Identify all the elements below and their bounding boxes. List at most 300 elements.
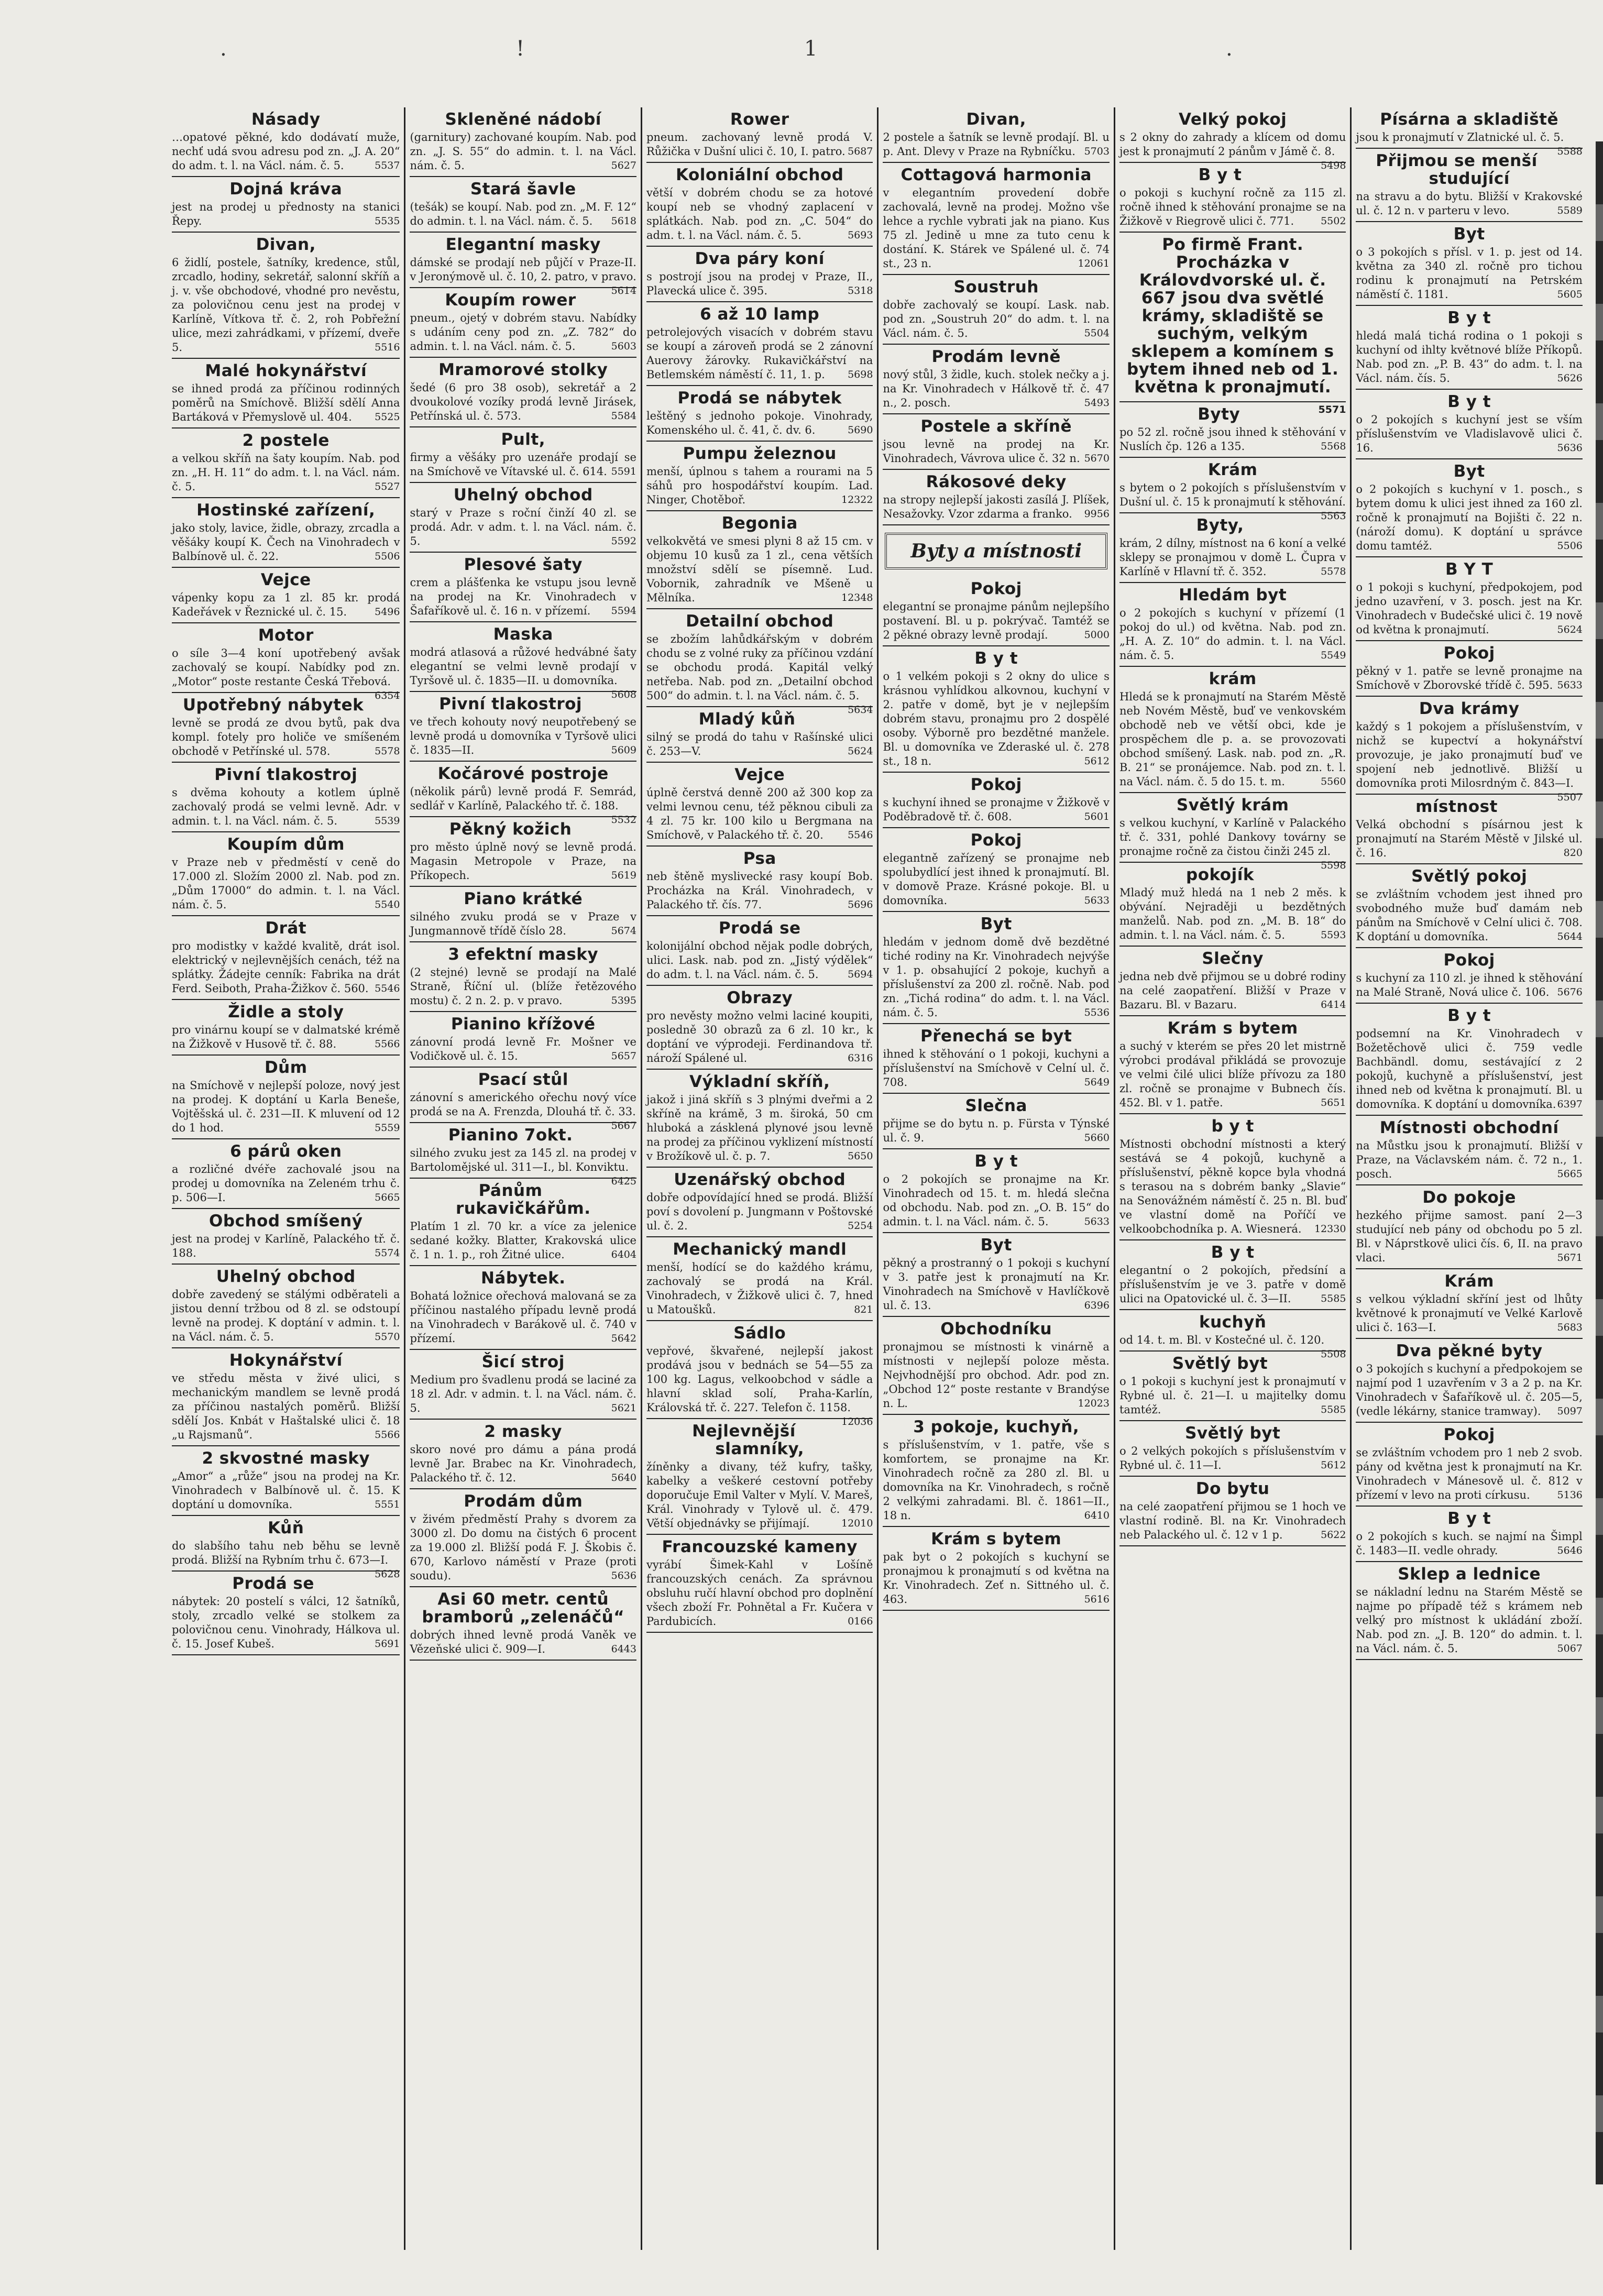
ad-body <box>883 437 1109 466</box>
ad-number: 5616 <box>1084 1594 1110 1605</box>
ad-headline: Dojná kráva <box>229 180 343 199</box>
ad-text: pro město úplně nový se levně prodá. Magasin Metropole v Praze, na Příkopech. <box>410 841 636 882</box>
ad-number: 5646 <box>1557 1545 1583 1556</box>
ad-number: 12010 <box>841 1518 873 1529</box>
classified-ad <box>410 817 636 887</box>
ad-headline: Pokoj <box>970 579 1022 598</box>
ad-number: 5633 <box>1084 895 1110 906</box>
ad-number: 5539 <box>375 815 400 827</box>
ad-headline: Psací stůl <box>478 1070 568 1089</box>
ad-number: 5671 <box>1557 1252 1583 1264</box>
ad-text: o pokoji s kuchyní ročně za 115 zl. ročně ihned k stěhování pronajme se na Žižkově v Riegrově ulici č. 771. <box>1119 186 1346 227</box>
ad-text: každý s 1 pokojem a příslušenstvím, v nichž se kupectví a hokynářství provozuje, je jako pronajmutí buď ve spojení neb jednotlivě. Bližší u domovníka proti Milosrdným č. 843—I. <box>1356 720 1583 789</box>
ad-body <box>410 506 636 548</box>
ad-body <box>410 965 636 1008</box>
ad-number: 6316 <box>848 1052 873 1064</box>
ad-number: 5665 <box>375 1192 400 1203</box>
ad-body <box>1119 425 1346 454</box>
ad-text: se zvláštním vchodem pro 1 neb 2 svob. pány od května jest k pronajmutí na Kr. Vinohradech v Mánesově ul. č. 812 v přízemí v levo na proti církusu. <box>1356 1446 1583 1501</box>
ad-body <box>172 452 400 494</box>
ad-text: žíněnky a divany, též kufry, tašky, kabelky a veškeré cestovní potřeby doporučuje Emil Valter v Mylí. V. Mareš, Král. Vinohrady v Tylově ul. č. 479. Větší objednávky se přijímají. <box>646 1460 873 1530</box>
ad-headline: Kůň <box>268 1519 304 1537</box>
ad-body <box>1356 1292 1582 1335</box>
ad-headline: Výkladní skříň, <box>689 1072 830 1091</box>
ad-body <box>410 1373 636 1415</box>
ad-text: jako stoly, lavice, židle, obrazy, zrcadla a věšáky koupí K. Čech na Vinohradech v Balbínově ul. č. 22. <box>172 522 400 563</box>
ad-number: 6396 <box>1084 1300 1110 1311</box>
ad-number: 5674 <box>611 925 636 937</box>
ad-text: od 14. t. m. Bl. v Kostečné ul. č. 120. <box>1119 1334 1325 1346</box>
ad-body <box>646 409 873 437</box>
ad-number: 5627 <box>611 160 636 171</box>
ad-text: o 2 pokojích s kuchyní v 1. posch., s bytem domu k ulici jest ihned za 160 zl. ročně k pronajmutí na Bojišti č. 22 n. (nároží domu). K doptání u správce domu tamtéž. <box>1356 483 1583 552</box>
classified-ad <box>172 1348 400 1446</box>
ad-body <box>1356 329 1582 386</box>
ad-body <box>1119 1264 1346 1306</box>
ad-number: 5549 <box>1321 650 1346 661</box>
classified-ad <box>172 916 400 1000</box>
ad-headline: Pokoj <box>1443 1425 1495 1444</box>
ad-headline: Prodám dům <box>464 1492 583 1511</box>
ad-body <box>646 534 873 605</box>
classified-ad <box>1119 1114 1346 1240</box>
ad-number: 5612 <box>1321 1459 1346 1471</box>
classified-ad <box>1356 1185 1582 1269</box>
ad-body <box>172 1079 400 1135</box>
ad-number: 0166 <box>848 1616 873 1627</box>
ad-headline: Násady <box>251 110 321 129</box>
ad-number: 5546 <box>848 829 873 841</box>
ad-text: větší v dobrém chodu se za hotové koupí neb se vhodný zaplacení v splátkách. Nab. pod zn. „C. 504“ do adm. t. l. na Václ. nám. č. 5. <box>646 186 873 241</box>
ad-number: 5650 <box>848 1150 873 1162</box>
classified-ad <box>410 1068 636 1131</box>
ad-body <box>646 465 873 507</box>
ad-number: 5535 <box>375 215 400 227</box>
ad-body <box>883 935 1109 1020</box>
ad-number: 5693 <box>848 229 873 241</box>
ad-text: Platím 1 zl. 70 kr. a více za jelenice sedané kožky. Blatter, Krakovská ulice č. 1 n. 1. p., roh Žitné ulice. <box>410 1220 636 1261</box>
ad-body <box>172 716 400 759</box>
ad-body <box>883 1256 1109 1313</box>
column-6 <box>1350 107 1586 2250</box>
ad-text: dámské se prodají neb půjčí v Praze-II. v Jeronýmově ul. č. 10, 2. patro, v pravo. <box>410 256 636 283</box>
ad-number: 5621 <box>611 1402 636 1414</box>
top-mark: 1 <box>804 37 818 61</box>
classified-ad <box>1119 1240 1346 1310</box>
classified-ad <box>1119 793 1346 871</box>
ad-headline: Po firmě Frant. Procházka v Královdvorské ul. č. 667 jsou dva světlé krámy, skladiště se suchým, velkým sklepem a komínem s bytem ihned neb od 1. května k pronajmutí. <box>1127 235 1339 397</box>
ad-number: 5696 <box>848 899 873 910</box>
ad-text: úplně čerstvá denně 200 až 300 kop za velmi levnou cenu, též pěknou cibuli za 4 zl. 75 kr. 100 kilo u Bergmana na Smíchově, v Palackého tř. č. 20. <box>646 786 873 841</box>
ad-number: 5640 <box>611 1472 636 1484</box>
ad-text: v Praze neb v předměstí v ceně do 17.000 zl. Složím 2000 zl. Nab. pod zn. „Dům 17000“ do admin. t. l. na Václ. nám. č. 5. <box>172 856 400 911</box>
ad-number: 12023 <box>1078 1398 1110 1409</box>
ad-number: 5594 <box>611 605 636 617</box>
classified-ad <box>410 358 636 427</box>
ad-text: elegantně zařízený se pronajme neb spolubydlící jest ihned k pronajmutí. Bl. v domově Praze. Krásné pokoje. Bl. u domovníka. <box>883 852 1110 907</box>
ad-number: 5644 <box>1557 931 1583 942</box>
ad-body <box>1119 1137 1346 1236</box>
ad-number: 5603 <box>611 340 636 352</box>
ad-text: vyrábí Šimek-Kahl v Lošíně francouzských cenách. Za správnou obsluhu ručí hlavní obchod pro doplnění všech zboží Fr. Pohnětal a Fr. Kučera v Pardubicích. <box>646 1558 873 1628</box>
ad-number: 5097 <box>1557 1405 1583 1417</box>
ad-headline: Prodá se <box>232 1574 314 1593</box>
ad-body <box>1356 818 1582 860</box>
ad-text: s příslušenstvím, v 1. patře, vše s komfortem, se pronajme na Kr. Vinohradech ročně za 280 zl. Bl. u domovníka na Kr. Vinohradech, s ročně 2 velkými zahradami. Bl. č. 1861—II., 18 n. <box>883 1438 1110 1522</box>
ad-headline: Pivní tlakostroj <box>214 765 358 784</box>
ad-headline: B y t <box>974 649 1018 668</box>
ad-body <box>646 325 873 382</box>
ad-body <box>410 785 636 826</box>
section-heading-box: Byty a místnosti <box>885 533 1107 569</box>
ad-text: přijme se do bytu n. p. Fürsta v Týnské ul. č. 9. <box>883 1117 1110 1144</box>
ad-text: Bohatá ložnice ořechová malovaná se za příčinou nastalého případu levně prodá na Vinohradech v Barákově ul. č. 740 v přízemí. <box>410 1290 636 1345</box>
ad-body <box>883 368 1109 410</box>
classified-ad <box>883 1415 1109 1527</box>
ad-body <box>1119 536 1346 579</box>
ad-body <box>646 870 873 912</box>
ad-headline: Písárna a skladiště <box>1380 110 1559 129</box>
classified-ad <box>1356 107 1583 157</box>
ad-body <box>1356 1362 1582 1419</box>
ad-number: 5618 <box>611 215 636 227</box>
ad-text: 2 postele a šatník se levně prodají. Bl. u p. Ant. Dlevy v Praze na Rybníčku. <box>883 131 1110 158</box>
ad-text: 6 židlí, postele, šatníky, kredence, stůl, zrcadlo, hodiny, sekretář, salonní skříň a j. v. vše obchodové, vhodné pro nevěstu, za polovičnou cenu jest na prodej v Karlíně, Vítkova tř. č. 2, roh Pobřežní ulice, mezi zahrádkami, v přízemí, dveře 5. <box>172 256 400 354</box>
ad-text: o 2 pokojích s kuchyní v přízemí (1 pokoj do ul.) od května. Nab. pod zn. „H. A. Z. 10“ do admin. t. l. na Václ. nám. č. 5. <box>1119 607 1346 662</box>
ad-body <box>410 381 636 423</box>
ad-headline: Pokoj <box>970 831 1022 850</box>
ad-headline: Psa <box>743 849 776 868</box>
ad-body <box>883 669 1109 768</box>
ad-body <box>1356 413 1582 455</box>
ad-number: 5605 <box>1557 289 1583 300</box>
ad-body <box>410 451 636 479</box>
classified-ad <box>410 622 636 700</box>
ad-headline: krám <box>1209 669 1257 688</box>
ad-headline: Dva krámy <box>1419 699 1520 718</box>
ad-headline: Slečny <box>1202 949 1264 968</box>
ad-body <box>1356 1530 1582 1558</box>
ad-headline: Koupím dům <box>227 835 345 854</box>
ad-headline: Hostinské zařízení, <box>196 501 376 520</box>
ad-headline: Piano krátké <box>464 889 583 908</box>
classified-ad <box>410 1179 636 1266</box>
ad-body <box>1356 190 1582 218</box>
ad-text: „Amor“ a „růže“ jsou na prodej na Kr. Vinohradech v Balbínově ul. č. 15. K doptání u domovníka. <box>172 1470 400 1511</box>
ad-body <box>1356 245 1582 302</box>
classified-ad <box>1119 1016 1346 1114</box>
ad-number: 5670 <box>1084 453 1110 464</box>
ad-text: o 1 velkém pokoji s 2 okny do ulice s krásnou vyhlídkou alkovnou, kuchyní v 2. patře v domě, byt je v nejlepším dobrém stavu, pronajmu pro 2 dospělé osoby. Výborně pro bezdětné manžele. Bl. u domovníka ve Zderaské ul. č. 278 st., 18 n. <box>883 670 1110 767</box>
classified-ad <box>883 577 1109 646</box>
ad-body <box>410 1146 636 1187</box>
ad-headline: Kočárové postroje <box>437 764 609 783</box>
classified-ad <box>410 942 636 1012</box>
classified-ad <box>646 302 873 386</box>
ad-text: skoro nové pro dámu a pána prodá levně Jar. Brabec na Kr. Vinohradech, Palackého tř. č. 12. <box>410 1443 636 1484</box>
classified-ad <box>1356 1423 1582 1507</box>
classified-ad <box>172 568 400 623</box>
ad-headline: Světlý pokoj <box>1411 867 1528 886</box>
ad-number: 5067 <box>1557 1643 1583 1654</box>
ad-text: se nákladní lednu na Starém Městě se najme po případě též s krámem neb velký pro místnost k ukládání zboží. Nab. pod zn. „J. B. 120“ do admin. t. l. na Václ. nám. č. 5. <box>1356 1586 1583 1655</box>
ad-body <box>1119 970 1346 1012</box>
classified-ad <box>410 288 636 358</box>
ad-headline: Dva páry koní <box>695 249 825 268</box>
ad-number: 821 <box>854 1304 873 1315</box>
ad-body <box>646 130 873 159</box>
ad-number: 5703 <box>1084 146 1110 157</box>
ad-text: dobře zachovalý se koupí. Lask. nab. pod zn. „Soustruh 20“ do adm. t. l. na Václ. nám. č. 5. <box>883 299 1110 339</box>
ad-number: 6414 <box>1321 999 1346 1010</box>
ad-body <box>1119 1039 1346 1110</box>
classified-ad <box>172 498 400 568</box>
ad-number: 5574 <box>375 1247 400 1259</box>
ad-text: menší, hodící se do každého krámu, zachovalý se prodá na Král. Vinohradech, v Žižkově ulici č. 7, hned u Matoušků. <box>646 1261 873 1316</box>
ad-headline: Vejce <box>260 570 311 589</box>
ad-text: o 3 pokojích s kuchyní a předpokojem se najmí pod 1 uzavřením v 3 a 2 p. na Kr. Vinohradech v Šafaříkově ul. č. 205—5, (vedle lékárny, stanice tramway). <box>1356 1363 1583 1418</box>
ad-body <box>172 256 400 355</box>
classified-ad <box>646 247 873 302</box>
ad-text: Hledá se k pronajmutí na Starém Městě neb Novém Městě, buď ve venkovském obchodě neb ve větší obci, kde je prospěchem dle p. a. se provozovati obchod smíšený. Lask. nab. pod zn. „R. B. 21“ se pronájemce. Nab. pod zn. t. l. na Václ. nám. č. 5 do 15. t. m. <box>1119 690 1346 788</box>
classified-ad <box>883 1317 1109 1415</box>
ad-body <box>646 786 873 842</box>
ad-headline: Pumpu železnou <box>683 444 837 463</box>
ad-headline: Do pokoje <box>1422 1188 1516 1207</box>
ad-headline: Mechanický mandl <box>673 1240 847 1259</box>
ad-body <box>883 1047 1109 1090</box>
ad-headline: Uzenářský obchod <box>674 1170 846 1189</box>
classified-ad <box>646 847 873 916</box>
ad-headline: Mramorové stolky <box>438 360 608 379</box>
ad-body <box>883 851 1109 908</box>
classified-ad <box>172 1516 400 1580</box>
ad-number: 5660 <box>1084 1132 1110 1144</box>
ad-headline: 3 efektní masky <box>448 945 599 964</box>
ad-text: na celé zaopatření přijmou se 1 hoch ve vlastní rodině. Bl. na Kr. Vinohradech neb Palackého ul. č. 12 v 1 p. <box>1119 1500 1346 1541</box>
ad-number: 5657 <box>611 1050 636 1062</box>
top-mark: . <box>220 37 227 61</box>
ad-text: se ihned prodá za příčinou rodinných poměrů na Smíchově. Bližší sdělí Anna Bartáková v Přemyslově ul. 404. <box>172 382 400 423</box>
ad-text: o 1 pokoji s kuchyní, předpokojem, pod jedno uzavření, v 3. posch. jest na Kr. Vinohradech v Budečské ulici č. 19 nově od května k pronajmutí. <box>1356 581 1583 636</box>
ad-headline: kuchyň <box>1199 1313 1267 1332</box>
ad-headline: Obrazy <box>727 988 793 1007</box>
ad-body <box>172 1371 400 1442</box>
ad-body <box>172 1539 400 1580</box>
ad-body <box>883 600 1109 642</box>
ad-number: 5634 <box>848 704 873 716</box>
ad-headline: 2 skvostné masky <box>202 1449 370 1468</box>
ad-body <box>1356 1139 1582 1181</box>
ad-headline: Prodá se nábytek <box>677 389 842 408</box>
ad-body <box>646 1460 873 1531</box>
classified-ad <box>646 1419 873 1535</box>
ad-headline: Slečna <box>965 1096 1027 1115</box>
ad-text: do slabšího tahu neb běhu se levně prodá. Bližší na Rybním trhu č. 673—I. <box>172 1540 400 1566</box>
ad-body <box>1356 1585 1582 1656</box>
ad-text: šedé (6 pro 38 osob), sekretář a 2 dvoukolové vozíky prodá levně Jirásek, Petřínská ul. č. 573. <box>410 381 636 422</box>
ad-text: nábytek: 20 postelí s válci, 12 šatníků, stoly, zrcadlo velké se stolkem za polovičnou cenu. Vinohrady, Hálkova ul. č. 15. Josef Kubeš. <box>172 1595 400 1650</box>
ad-text: menší, úplnou s tahem a rourami na 5 sáhů pro hospodářství koupím. Lad. Ninger, Chotěboř. <box>646 465 873 506</box>
ad-text: na stropy nejlepší jakosti zasílá J. Plíšek, Nesažovky. Vzor zdarma a franko. <box>883 493 1110 520</box>
ad-headline: Pěkný kožich <box>449 820 572 839</box>
ad-text: na stravu a do bytu. Bližší v Krakovské ul. č. 12 n. v parteru v levo. <box>1356 190 1583 217</box>
ad-number: 5502 <box>1321 215 1346 227</box>
ad-body <box>883 1340 1109 1411</box>
ad-text: Velká obchodní s písárnou jest k pronajmutí na Starém Městě v Jilské ul. č. 16. <box>1356 818 1583 859</box>
ad-headline: Postele a skříně <box>920 417 1072 436</box>
ad-text: Medium pro švadlenu prodá se laciné za 18 zl. Adr. v admin. t. l. na Václ. nám. č. 5. <box>410 1374 636 1414</box>
ad-text: pro modistky v každé kvalitě, drát isol. elektrický v nejlevnějších cenách, též na splátky. Žádejte cenník: Fabrika na drát Ferd. Seiboth, Praha-Žižkov č. 560. <box>172 940 400 995</box>
ad-text: velkokvětá ve smesi plyni 8 až 15 cm. v objemu 10 kusů za 1 zl., cena větších množství sdělí se písemně. Lud. Vobornik, zahradník ve Mšeně u Mělníka. <box>646 535 873 604</box>
ad-number: 5000 <box>1084 629 1110 641</box>
ad-number: 9956 <box>1084 508 1110 520</box>
ad-headline: Mladý kůň <box>698 710 796 729</box>
ad-text: (několik párů) levně prodá F. Semrád, sedlář v Karlíně, Palackého tř. č. 188. <box>410 785 636 812</box>
ad-headline: Obchod smíšený <box>209 1212 363 1231</box>
ad-number: 5560 <box>1321 776 1346 787</box>
ad-text: dobře odpovídající hned se prodá. Bližší poví s dovolení p. Jungmann v Poštovské ul. č. 2. <box>646 1191 873 1232</box>
ad-headline: Soustruh <box>953 278 1039 296</box>
classified-ad <box>646 163 873 247</box>
classified-ad <box>1356 1339 1582 1423</box>
ad-text: ve středu města v živé ulici, s mechanickým mandlem se levně prodá za příčinou nastalých poměrů. Bližší sdělí Jos. Knbát v Haštalské ulici č. 18 „u Rajsmanů“. <box>172 1372 400 1441</box>
ad-text: pěkný a prostranný o 1 pokoji s kuchyní v 3. patře jest k pronajmutí na Kr. Vinohradech na Smíchově v Havlíčkově ul. č. 13. <box>883 1257 1110 1312</box>
ad-text: nový stůl, 3 židle, kuch. stolek nečky a j. na Kr. Vinohradech v Hálkově tř. č. 47 n., 2. posch. <box>883 368 1110 409</box>
ad-headline: Byt <box>980 1236 1012 1255</box>
ad-text: se zvláštním vchodem jest ihned pro svobodného muže buď damám neb pánům na Smíchově v Celní ulici č. 708. K doptání u domovníka. <box>1356 888 1583 943</box>
classified-ad <box>646 707 873 763</box>
classified-ad <box>172 177 400 233</box>
ad-headline: Skleněné nádobí <box>445 110 601 129</box>
ad-number: 5649 <box>1084 1076 1110 1088</box>
classified-ad <box>1356 864 1582 948</box>
ad-body <box>172 521 400 564</box>
classified-ad <box>1356 557 1582 641</box>
ad-number: 5628 <box>375 1568 400 1580</box>
ad-number: 5624 <box>848 745 873 757</box>
ad-body <box>646 1009 873 1065</box>
ad-headline: Pult, <box>501 430 545 449</box>
ad-headline: Upotřebný nábytek <box>182 696 364 715</box>
ad-text: petrolejových visacích v dobrém stavu se koupí a zároveň prodá se 2 zánovní Auerovy žárovky. Rukavičkářství na Betlemském náměstí č. 11, 1. p. <box>646 326 873 381</box>
classified-ad <box>646 916 873 986</box>
ad-number: 5566 <box>375 1429 400 1441</box>
ad-body <box>1119 886 1346 942</box>
ad-text: s postrojí jsou na prodej v Praze, II., Plavecká ulice č. 395. <box>646 270 873 297</box>
ad-body <box>410 256 636 296</box>
classified-ad <box>172 233 400 359</box>
ad-headline: Divan, <box>966 110 1026 129</box>
ad-body <box>883 1117 1109 1145</box>
ad-text: pneum., ojetý v dobrém stavu. Nabídky s udáním ceny pod zn. „Z. 782“ do admin. t. l. na Václ. nám. č. 5. <box>410 312 636 353</box>
ad-number: 5559 <box>375 1122 400 1134</box>
ad-number: 6425 <box>611 1176 636 1187</box>
ad-number: 5608 <box>611 689 636 700</box>
ad-headline: B Y T <box>1445 560 1494 579</box>
classified-ad <box>410 1266 636 1350</box>
ad-body <box>1356 130 1583 157</box>
classified-ad <box>646 1070 873 1168</box>
ad-text: jest na prodej u přednosty na stanici Řepy. <box>172 201 400 227</box>
ad-body <box>646 939 873 982</box>
classified-ad <box>883 345 1109 414</box>
ad-headline: Byt <box>980 915 1012 933</box>
ad-body <box>646 1344 873 1427</box>
ad-headline: 3 pokoje, kuchyň, <box>913 1418 1080 1436</box>
ad-body <box>1356 887 1582 944</box>
ad-headline: Stará šavle <box>470 180 576 199</box>
column-3 <box>641 107 877 2250</box>
ad-text: kolonijální obchod nějak podle dobrých, ulici. Lask. nab. pod zn. „Jistý výdělek“ do adm. t. l. na Václ. nám. č. 5. <box>646 940 873 981</box>
ad-number: 5683 <box>1557 1322 1583 1333</box>
ad-text: s dvěma kohouty a kotlem úplně zachovalý prodá se velmi levně. Adr. v admin. t. l. na Václ. nám. č. 5. <box>172 786 400 827</box>
ad-number: 6397 <box>1557 1098 1583 1110</box>
ad-headline: 2 postele <box>242 431 330 450</box>
ad-headline: Pianino 7okt. <box>448 1126 573 1145</box>
ad-number: 5691 <box>375 1638 400 1650</box>
ad-headline: Židle a stoly <box>228 1003 344 1021</box>
classified-ad <box>1356 795 1582 864</box>
ad-number: 5593 <box>1321 929 1346 941</box>
ad-body <box>172 939 400 996</box>
ad-number: 5665 <box>1557 1168 1583 1180</box>
ad-number: 6410 <box>1084 1510 1110 1521</box>
ad-text: starý v Praze s roční činží 40 zl. se prodá. Adr. v adm. t. l. na Václ. nám. č. 5. <box>410 507 636 547</box>
ad-text: ve třech kohouty nový neupotřebený se levně prodá u domovníka v Tyršově ulici č. 1835—II. <box>410 716 636 756</box>
ad-headline: Koupím rower <box>445 291 576 310</box>
top-mark: ! <box>516 37 525 61</box>
ad-text: o 3 pokojích s přísl. v 1. p. jest od 14. května za 340 zl. ročně pro tichou rodinu k pronajmutí na Petrském náměstí č. 1181. <box>1356 246 1583 301</box>
ad-number: 12061 <box>1078 258 1110 269</box>
classified-ad <box>646 609 873 716</box>
ad-body <box>883 186 1109 271</box>
ad-headline: b y t <box>1211 1117 1254 1136</box>
ad-body <box>410 645 636 700</box>
ad-number: 5496 <box>375 606 400 618</box>
ad-headline: Pivní tlakostroj <box>439 695 583 713</box>
classified-ad <box>1119 1477 1346 1546</box>
ad-text: pneum. zachovaný levně prodá V. Růžička v Dušní ulici č. 10, I. patro. <box>646 131 873 158</box>
classified-ad <box>172 623 400 701</box>
ad-headline: Maska <box>493 625 553 644</box>
classified-ad <box>172 1572 400 1655</box>
ad-body <box>1356 971 1582 999</box>
ad-body <box>1119 481 1346 522</box>
ad-headline: Sklep a lednice <box>1398 1565 1541 1584</box>
classified-ad <box>172 763 400 832</box>
ad-body <box>410 1289 636 1346</box>
ad-text: pak byt o 2 pokojích s kuchyní se pronajmou k pronajmutí s od května na Kr. Vinohradech. Zeť n. Sittného ul. č. 463. <box>883 1551 1110 1606</box>
ad-number: 5540 <box>375 899 400 910</box>
ad-headline: Uhelný obchod <box>453 486 593 504</box>
ad-number: 5694 <box>848 969 873 980</box>
ad-body <box>172 1469 400 1512</box>
ad-headline: Prodá se <box>718 919 801 938</box>
ad-number: 5570 <box>375 1331 400 1343</box>
classified-ad <box>172 429 400 498</box>
ad-number: 12036 <box>841 1416 873 1427</box>
ad-number: 5624 <box>1557 624 1583 635</box>
ad-number: 5636 <box>1557 442 1583 454</box>
classified-ad <box>646 1237 873 1321</box>
classified-ad <box>172 1265 400 1348</box>
classified-ad <box>646 1168 873 1237</box>
ad-text: a rozličné dvéře zachovalé jsou na prodej u domovníka na Zeleném trhu č. p. 506—I. <box>172 1163 400 1204</box>
ad-body <box>1356 1027 1582 1112</box>
ad-number: 5598 <box>1321 860 1346 871</box>
ad-number: 5568 <box>1321 441 1346 452</box>
